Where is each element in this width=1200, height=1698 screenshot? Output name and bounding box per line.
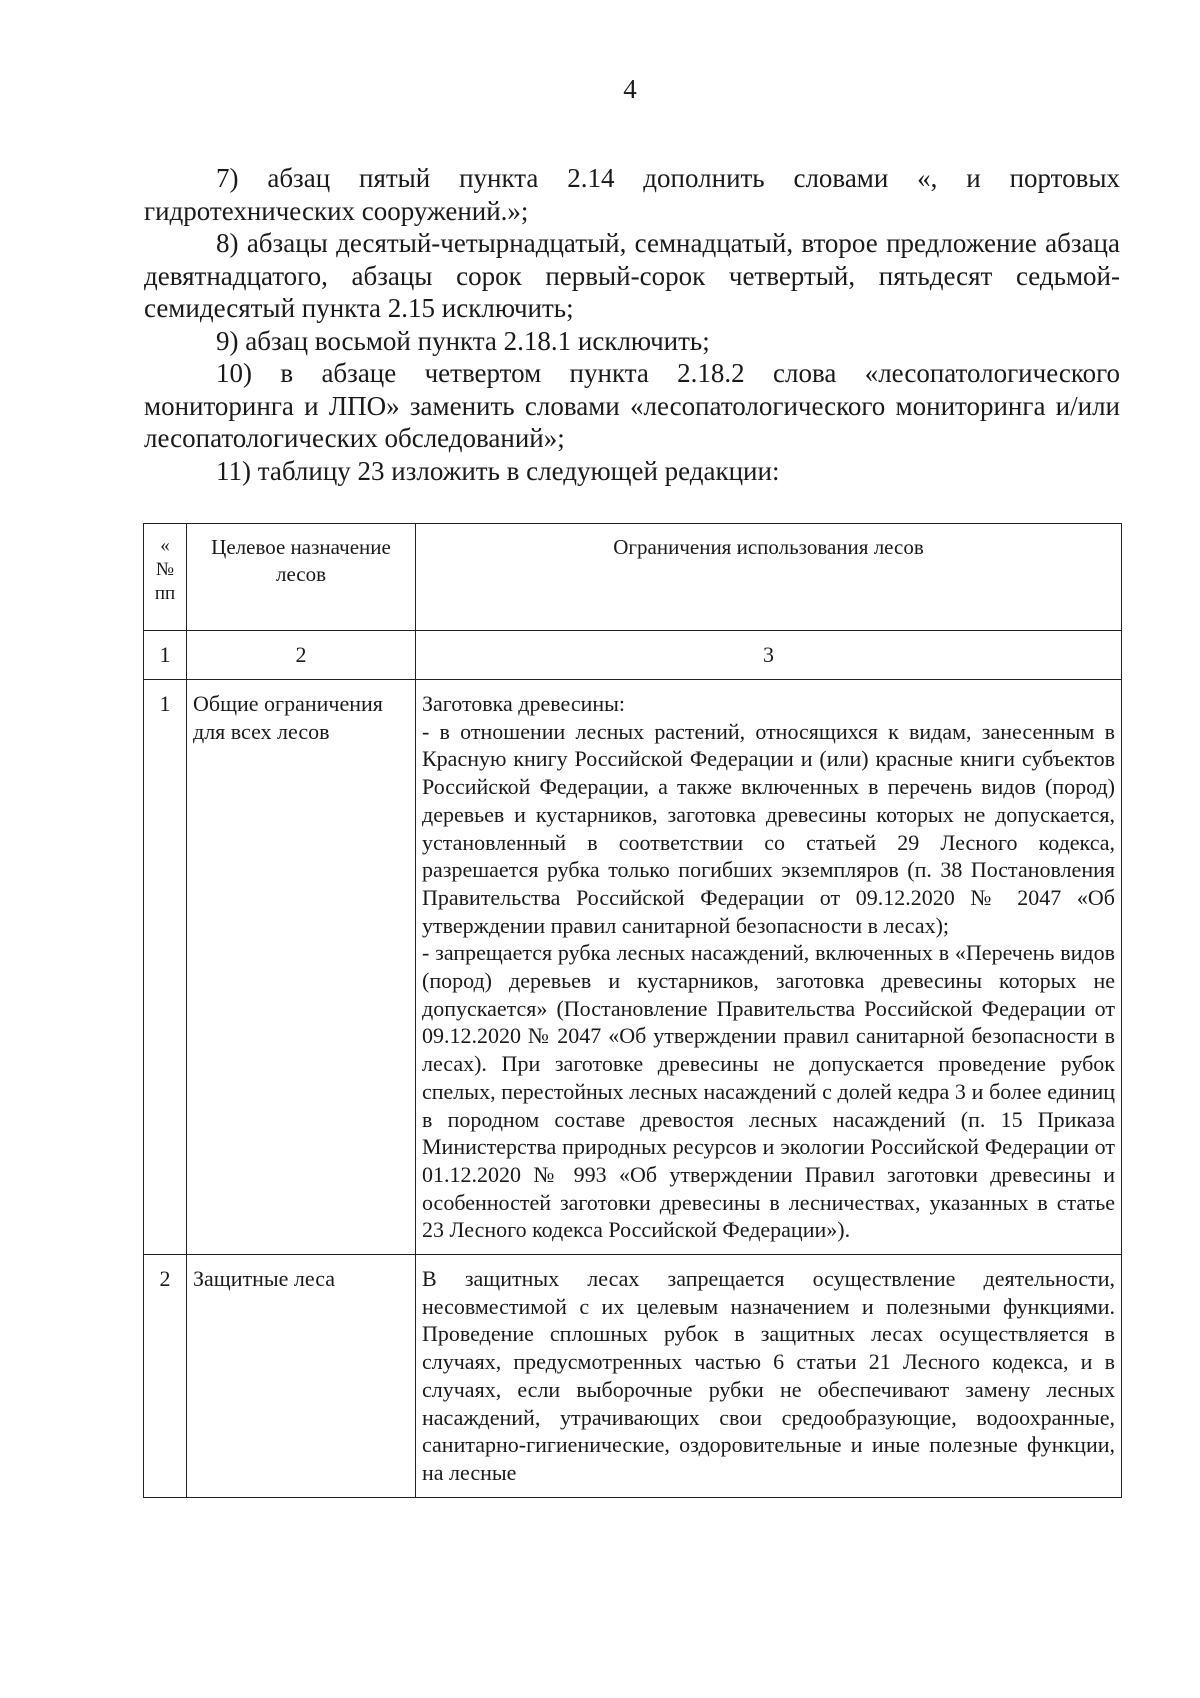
column-number: 2 bbox=[187, 631, 416, 680]
body-text bbox=[144, 162, 1120, 487]
table-row bbox=[144, 680, 1122, 1255]
paragraph-8: 8) абзацы десятый-четырнадцатый, семнадцатый, второе предложение абзаца девятнадцатого, абзацы сорок первый-сорок четвертый, пятьдесят седьмой-семидесятый пункта 2.15 исключить; bbox=[144, 228, 1120, 323]
restriction-text: Заготовка древесины: bbox=[422, 691, 626, 716]
paragraph-9: 9) абзац восьмой пункта 2.18.1 исключить; bbox=[216, 325, 710, 356]
restriction-text: - запрещается рубка лесных насаждений, включенных в «Перечень видов (пород) деревьев и кустарников, заготовка древесины которых не допускается» (Постановление Правительства Российской Федерации от 09.12.2020 № 2047 «Об утверждении правил санитарной безопасности в лесах). При заготовке древесины не допускается проведение рубок спелых, перестойных лесных насаждений с долей кедра 3 и более единиц в породном составе древостоя лесных насаждений (п. 15 Приказа Министерства природных ресурсов и экологии Российской Федерации от 01.12.2020 № 993 «Об утверждении Правил заготовки древесины и особенностей заготовки древесины в лесничествах, указанных в статье 23 Лесного кодекса Российской Федерации»). bbox=[422, 940, 1115, 1243]
restriction-text: - в отношении лесных растений, относящихся к видам, занесенным в Красную книгу Российской Федерации и (или) красные книги субъектов Российской Федерации, а также включенных в перечень видов (пород) деревьев и кустарников, заготовка древесины которых не допускается, установленный в соответствии со статьей 29 Лесного кодекса, разрешается рубка только погибших экземпляров (п. 38 Постановления Правительства Российской Федерации от 09.12.2020 № 2047 «Об утверждении правил санитарной безопасности в лесах); bbox=[422, 718, 1115, 938]
row-purpose: Общие ограничения для всех лесов bbox=[187, 680, 416, 1255]
table-header-row bbox=[144, 524, 1122, 631]
row-restrictions bbox=[416, 1255, 1122, 1498]
column-number-row bbox=[144, 631, 1122, 680]
restriction-text: В защитных лесах запрещается осуществление деятельности, несовместимой с их целевым назначением и полезными функциями. Проведение сплошных рубок в защитных лесах осуществляется в случаях, предусмотренных частью 6 статьи 21 Лесного кодекса, и в случаях, если выборочные рубки не обеспечивают замену лесных насаждений, утрачивающих свои средообразующие, водоохранные, санитарно-гигиенические, оздоровительные и иные полезные функции, на лесные bbox=[422, 1266, 1115, 1485]
column-number: 1 bbox=[144, 631, 187, 680]
header-number: « № пп bbox=[144, 524, 187, 631]
header-restrictions: Ограничения использования лесов bbox=[416, 524, 1122, 631]
row-number: 1 bbox=[144, 680, 187, 1255]
column-number: 3 bbox=[416, 631, 1122, 680]
paragraph-7: 7) абзац пятый пункта 2.14 дополнить словами «, и портовых гидротехнических сооружений.»; bbox=[144, 163, 1120, 226]
paragraph-10: 10) в абзаце четвертом пункта 2.18.2 слова «лесопатологического мониторинга и ЛПО» заменить словами «лесопатологического мониторинга и/или лесопатологических обследований»; bbox=[144, 358, 1120, 453]
header-purpose: Целевое назначение лесов bbox=[187, 524, 416, 631]
paragraph-11: 11) таблицу 23 изложить в следующей редакции: bbox=[216, 455, 780, 486]
row-purpose: Защитные леса bbox=[187, 1255, 416, 1498]
row-number: 2 bbox=[144, 1255, 187, 1498]
row-restrictions bbox=[416, 680, 1122, 1255]
page-number: 4 bbox=[623, 74, 637, 104]
table-row bbox=[144, 1255, 1122, 1498]
table-23 bbox=[143, 523, 1122, 1498]
